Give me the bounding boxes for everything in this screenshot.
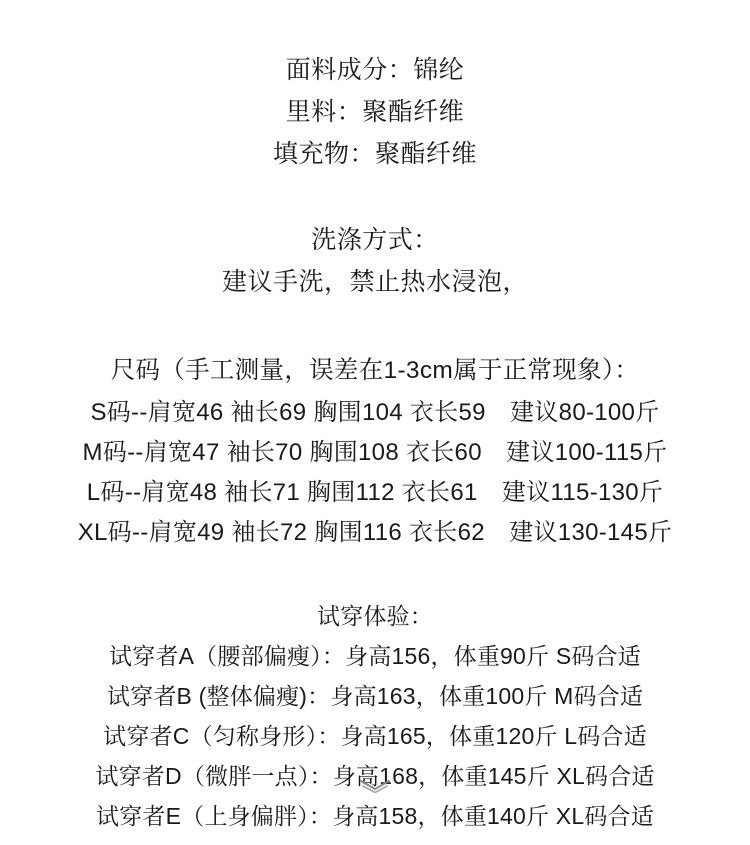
size-row-l: L码--肩宽48 袖长71 胸围112 衣长61 建议115-130斤 xyxy=(86,478,664,506)
size-chart-heading: 尺码（手工测量，误差在1-3cm属于正常现象）： xyxy=(110,357,640,384)
washing-heading: 洗涤方式： xyxy=(311,226,439,254)
size-row-s: S码--肩宽46 袖长69 胸围104 衣长59 建议80-100斤 xyxy=(90,398,660,426)
washing-instruction: 建议手洗，禁止热水浸泡， xyxy=(221,268,528,296)
chevron-down-icon[interactable] xyxy=(0,776,750,798)
tryon-row-e: 试穿者E（上身偏胖）：身高158，体重140斤 XL码合适 xyxy=(96,802,654,829)
material-filling-line: 填充物：聚酯纤维 xyxy=(272,140,477,168)
tryon-row-c: 试穿者C（匀称身形）：身高165，体重120斤 L码合适 xyxy=(103,722,647,749)
tryon-heading: 试穿体验： xyxy=(317,602,433,629)
material-section xyxy=(273,58,477,184)
size-chart-section xyxy=(78,359,673,561)
tryon-row-d: 试穿者D（微胖一点）：身高168，体重145斤 XL码合适 xyxy=(95,762,655,789)
tryon-row-b: 试穿者B (整体偏瘦)：身高163，体重100斤 M码合适 xyxy=(106,682,644,709)
tryon-section xyxy=(95,602,655,845)
size-row-m: M码--肩宽47 袖长70 胸围108 衣长60 建议100-115斤 xyxy=(82,438,668,466)
size-row-xl: XL码--肩宽49 袖长72 胸围116 衣长62 建议130-145斤 xyxy=(77,518,673,546)
tryon-row-a: 试穿者A（腰部偏瘦）：身高156，体重90斤 S码合适 xyxy=(109,642,641,669)
material-fabric-line: 面料成分：锦纶 xyxy=(285,56,465,84)
washing-section xyxy=(222,228,528,312)
material-lining-line: 里料：聚酯纤维 xyxy=(285,98,465,126)
